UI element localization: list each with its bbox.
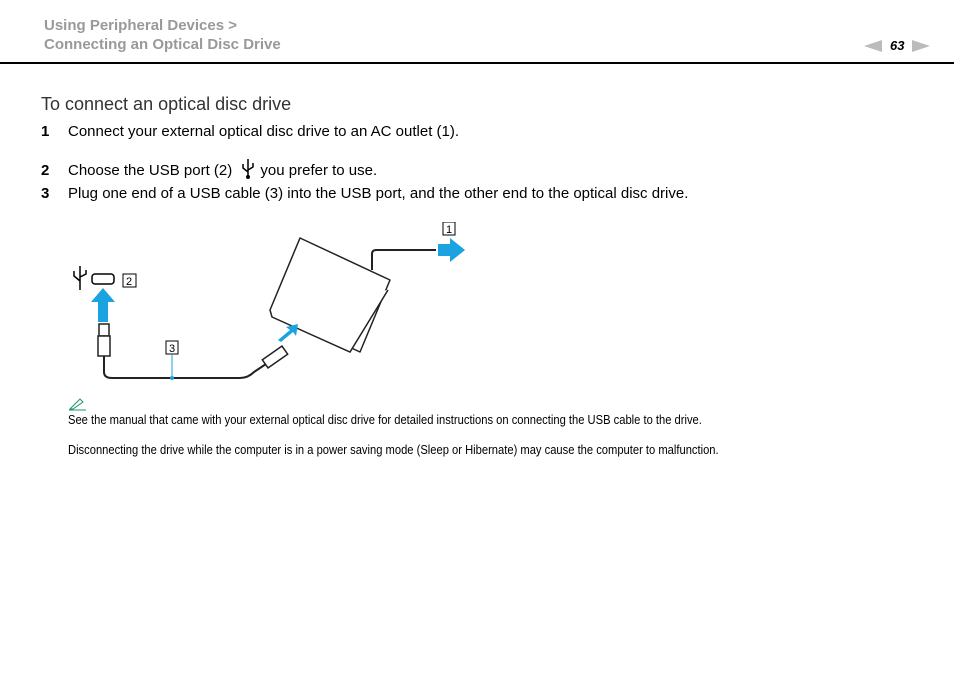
breadcrumb-parent[interactable]: Using Peripheral Devices >	[44, 17, 238, 34]
ac-cable	[372, 250, 436, 270]
usb-port-icon	[92, 274, 114, 284]
callout-2: 2	[126, 276, 133, 288]
step-2: 2 Choose the USB port (2) you prefer to use.	[41, 158, 377, 180]
arrow-to-port	[91, 288, 115, 322]
step-3: 3 Plug one end of a USB cable (3) into the USB port, and the other end to the optical disc drive.	[41, 185, 689, 202]
next-page-icon[interactable]	[912, 40, 930, 52]
connection-diagram	[60, 222, 480, 392]
arrow-to-drive	[278, 324, 298, 342]
previous-page-icon[interactable]	[864, 40, 882, 52]
usb-icon	[240, 158, 256, 180]
usb-icon	[74, 266, 86, 290]
section-title: To connect an optical disc drive	[41, 94, 292, 114]
page-number: 63	[890, 38, 905, 53]
callout-3: 3	[169, 343, 176, 355]
note-pencil-icon	[68, 397, 88, 411]
header-divider	[0, 62, 954, 64]
usb-cable	[104, 356, 266, 378]
note-2: Disconnecting the drive while the computer is in a power saving mode (Sleep or Hibernate) may cause the computer to malfunction.	[68, 442, 719, 457]
usb-plug-b	[262, 346, 287, 368]
breadcrumb-current: Connecting an Optical Disc Drive	[44, 36, 281, 53]
page-nav	[864, 38, 930, 53]
note-1: See the manual that came with your external optical disc drive for detailed instructions on connecting the USB cable to the drive.	[68, 412, 702, 427]
step-1: 1 Connect your external optical disc drive to an AC outlet (1).	[41, 123, 460, 140]
callout-1: 1	[446, 224, 453, 236]
arrow-to-outlet	[438, 238, 465, 262]
usb-plug-a	[98, 336, 110, 356]
